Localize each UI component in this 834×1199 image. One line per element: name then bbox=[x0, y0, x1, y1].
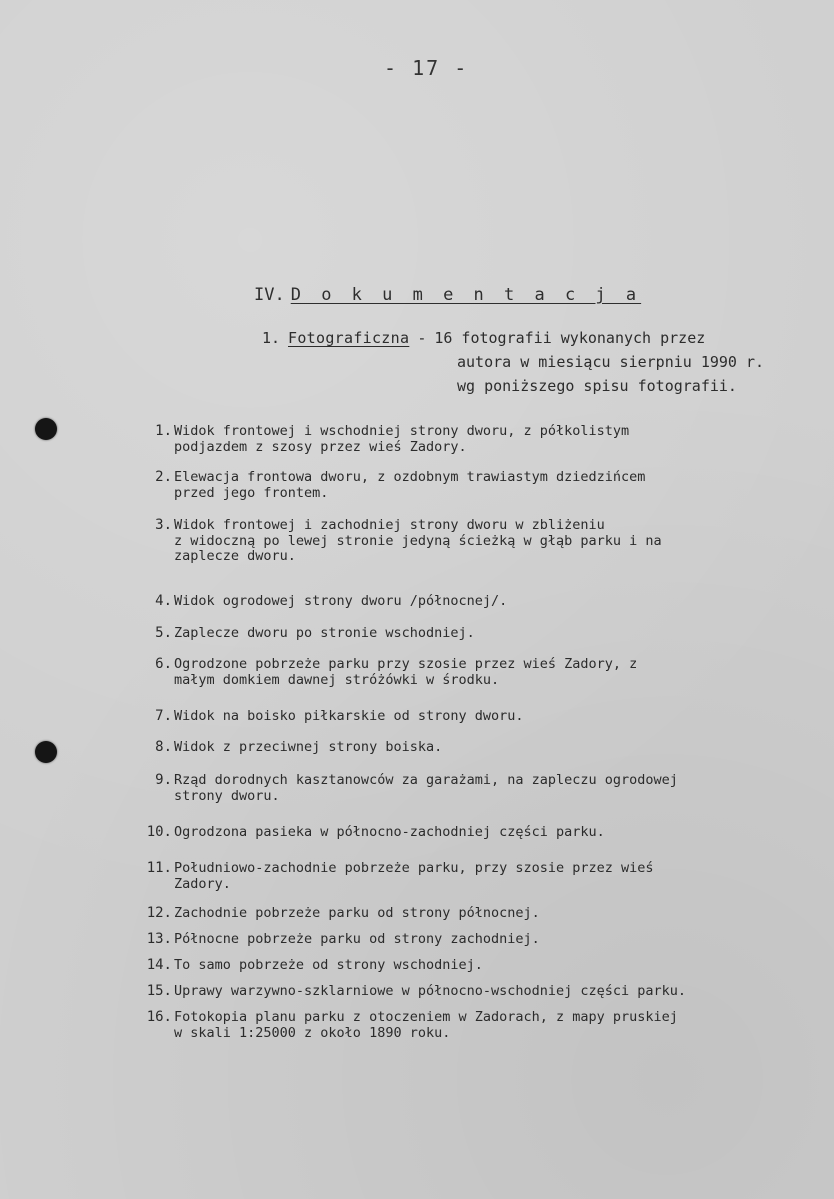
subsection-description-line: 16 fotografii wykonanych przez bbox=[434, 329, 706, 347]
list-item bbox=[126, 825, 816, 841]
list-item-number: 12. bbox=[146, 905, 172, 921]
list-item bbox=[126, 773, 816, 804]
subsection-description-line: wg poniższego spisu fotografii. bbox=[457, 377, 737, 395]
list-item bbox=[126, 958, 816, 974]
list-item bbox=[126, 740, 816, 756]
list-item-text: Widok frontowej i zachodniej strony dworu w zbliżeniu z widoczną po lewej stronie jedyną ścieżką w głąb parku i na zaplecze dworu. bbox=[174, 517, 662, 564]
list-item-number: 2. bbox=[155, 469, 172, 485]
list-item bbox=[126, 594, 816, 610]
section-heading bbox=[254, 285, 641, 305]
punch-hole bbox=[35, 418, 57, 440]
list-item-text: Zachodnie pobrzeże parku od strony północnej. bbox=[174, 905, 540, 921]
list-item bbox=[126, 932, 816, 948]
list-item-text: To samo pobrzeże od strony wschodniej. bbox=[174, 957, 483, 973]
list-item-number: 9. bbox=[155, 772, 172, 788]
list-item-number: 14. bbox=[146, 957, 172, 973]
list-item bbox=[126, 424, 816, 455]
list-item-number: 4. bbox=[155, 593, 172, 609]
subsection-number: 1. bbox=[262, 329, 281, 347]
list-item bbox=[126, 626, 816, 642]
list-item bbox=[126, 518, 816, 565]
subsection-description-line: autora w miesiącu sierpniu 1990 r. bbox=[457, 353, 765, 371]
list-item-number: 7. bbox=[155, 708, 172, 724]
list-item-number: 6. bbox=[155, 656, 172, 672]
list-item-number: 5. bbox=[155, 625, 172, 641]
page-number: - 17 - bbox=[384, 56, 469, 80]
list-item-number: 11. bbox=[146, 860, 172, 876]
list-item-number: 1. bbox=[155, 423, 172, 439]
list-item-number: 8. bbox=[155, 739, 172, 755]
list-item-number: 15. bbox=[146, 983, 172, 999]
section-title: D o k u m e n t a c j a bbox=[290, 285, 642, 305]
subsection-label: Fotograficzna bbox=[288, 329, 410, 347]
list-item-text: Widok z przeciwnej strony boiska. bbox=[174, 739, 443, 755]
list-item-text: Ogrodzone pobrzeże parku przy szosie przez wieś Zadory, z małym domkiem dawnej stróżówki w środku. bbox=[174, 656, 638, 688]
list-item-text: Elewacja frontowa dworu, z ozdobnym trawiastym dziedzińcem przed jego frontem. bbox=[174, 469, 646, 501]
list-item bbox=[126, 984, 816, 1000]
list-item-text: Fotokopia planu parku z otoczeniem w Zadorach, z mapy pruskiej w skali 1:25000 z około 1890 roku. bbox=[174, 1009, 678, 1041]
punch-hole bbox=[35, 741, 57, 763]
list-item-number: 13. bbox=[146, 931, 172, 947]
list-item bbox=[126, 657, 816, 688]
list-item bbox=[126, 470, 816, 501]
list-item-text: Widok frontowej i wschodniej strony dworu, z półkolistym podjazdem z szosy przez wieś Zadory. bbox=[174, 423, 630, 455]
list-item-text: Ogrodzona pasieka w północno-zachodniej części parku. bbox=[174, 824, 605, 840]
section-number: IV. bbox=[254, 285, 285, 305]
list-item-number: 3. bbox=[155, 517, 172, 533]
list-item-text: Widok na boisko piłkarskie od strony dworu. bbox=[174, 708, 524, 724]
list-item-number: 16. bbox=[146, 1009, 172, 1025]
subsection-separator: - bbox=[417, 329, 427, 347]
list-item-text: Rząd dorodnych kasztanowców za garażami, na zapleczu ogrodowej strony dworu. bbox=[174, 772, 678, 804]
subsection bbox=[262, 326, 802, 398]
list-item-number: 10. bbox=[146, 824, 172, 840]
list-item-text: Widok ogrodowej strony dworu /północnej/. bbox=[174, 593, 508, 609]
list-item bbox=[126, 1010, 816, 1041]
list-item-text: Uprawy warzywno-szklarniowe w północno-wschodniej części parku. bbox=[174, 983, 687, 999]
list-item-text: Północne pobrzeże parku od strony zachodniej. bbox=[174, 931, 540, 947]
list-item bbox=[126, 906, 816, 922]
list-item bbox=[126, 709, 816, 725]
list-item bbox=[126, 861, 816, 892]
list-item-text: Południowo-zachodnie pobrzeże parku, przy szosie przez wieś Zadory. bbox=[174, 860, 654, 892]
list-item-text: Zaplecze dworu po stronie wschodniej. bbox=[174, 625, 475, 641]
